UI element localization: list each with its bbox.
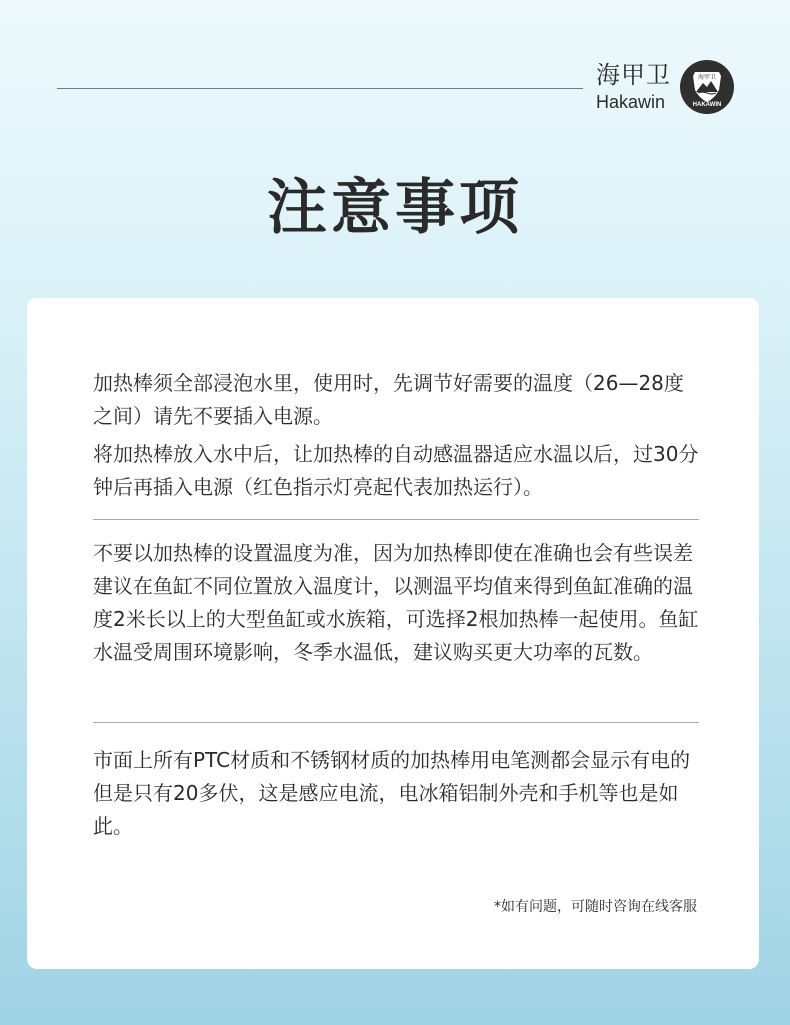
notice-section-2 (93, 537, 703, 669)
notice-section-1 (93, 367, 703, 504)
logo-top-text: 海甲卫 (697, 74, 717, 81)
brand-logo (680, 60, 734, 114)
notice-paragraph: 不要以加热棒的设置温度为准，因为加热棒即使在准确也会有些误差建议在鱼缸不同位置放入温度计，以测温平均值来得到鱼缸准确的温度2米长以上的大型鱼缸或水族箱，可选择2根加热棒一起使用。鱼缸水温受周围环境影响，冬季水温低，建议购买更大功率的瓦数。 (93, 541, 699, 664)
page-title: 注意事项 (267, 173, 523, 243)
notice-paragraph: 加热棒须全部浸泡水里，使用时，先调节好需要的温度（26—28度之间）请先不要插入电源。 (93, 371, 684, 428)
customer-service-footnote: *如有问题，可随时咨询在线客服 (494, 899, 697, 915)
notice-section-3 (93, 744, 703, 843)
header-divider-line (57, 88, 583, 89)
section-divider (93, 519, 699, 520)
brand-name-chinese: 海甲卫 (596, 61, 671, 89)
brand-name (596, 61, 676, 113)
notice-card (27, 298, 759, 969)
section-divider (93, 722, 699, 723)
brand-name-english: Hakawin (596, 92, 666, 112)
notice-paragraph: 将加热棒放入水中后，让加热棒的自动感温器适应水温以后，过30分钟后再插入电源（红色指示灯亮起代表加热运行）。 (93, 442, 699, 499)
logo-bottom-text: HAKAWIN (692, 102, 722, 108)
notice-paragraph: 市面上所有PTC材质和不锈钢材质的加热棒用电笔测都会显示有电的但是只有20多伏，这是感应电流，电冰箱铝制外壳和手机等也是如此。 (93, 748, 691, 838)
